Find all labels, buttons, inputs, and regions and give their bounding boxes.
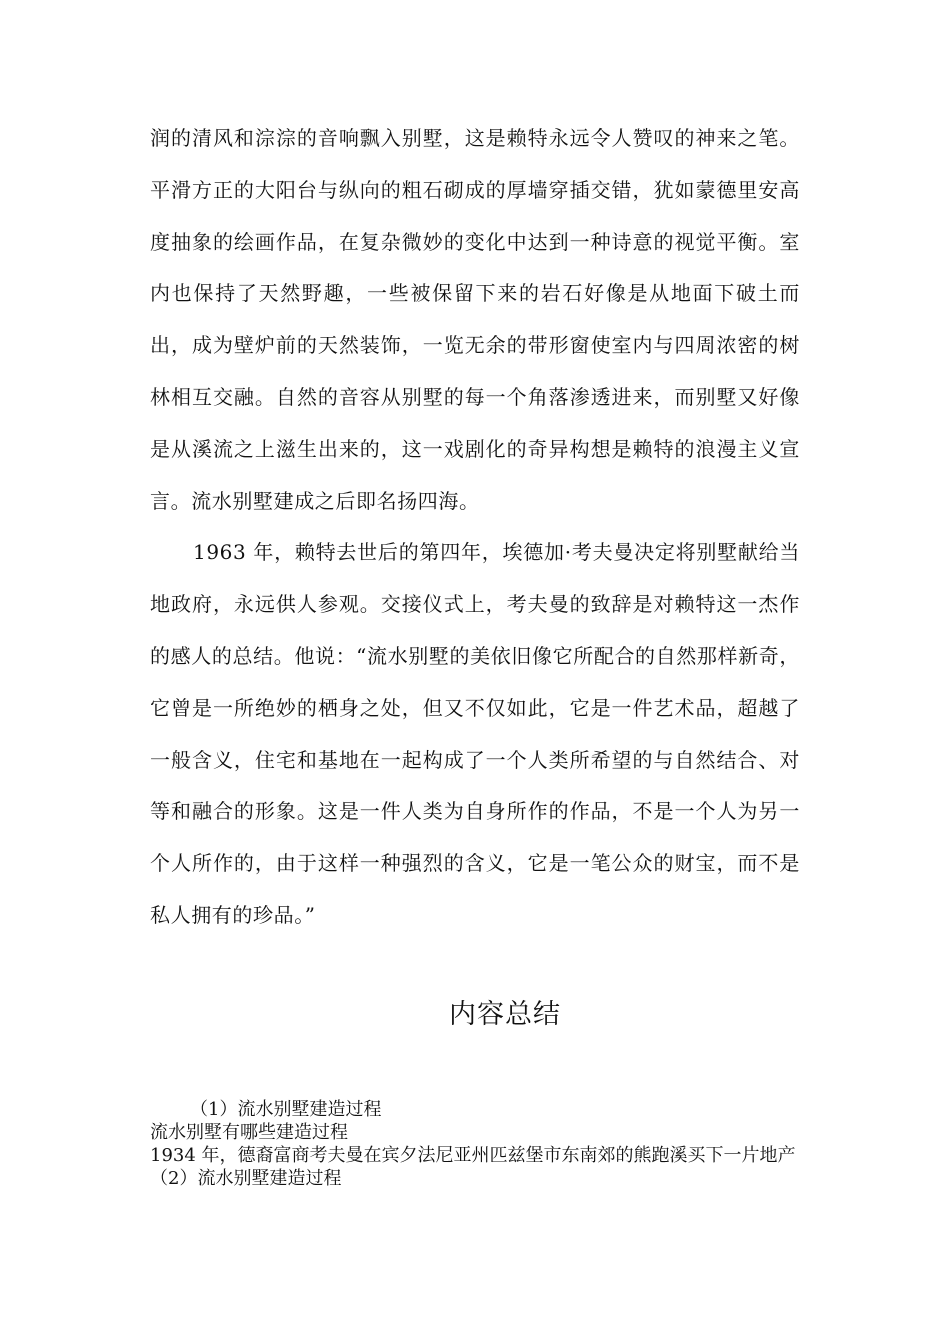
summary-block <box>150 1098 810 1190</box>
paragraph-continuation: 润的清风和淙淙的音响飘入别墅，这是赖特永远令人赞叹的神来之笔。平滑方正的大阳台与纵向的粗石砌成的厚墙穿插交错，犹如蒙德里安高度抽象的绘画作品，在复杂微妙的变化中达到一种诗意的视觉平衡。室内也保持了天然野趣，一些被保留下来的岩石好像是从地面下破土而出，成为壁炉前的天然装饰，一览无余的带形窗使室内与四周浓密的树林相互交融。自然的音容从别墅的每一个角落渗透进来，而别墅又好像是从溪流之上滋生出来的，这一戏剧化的奇异构想是赖特的浪漫主义宣言。流水别墅建成之后即名扬四海。 <box>150 126 800 513</box>
summary-item-1-question: 流水别墅有哪些建造过程 <box>150 1122 348 1143</box>
section-title: 内容总结 <box>449 999 561 1030</box>
summary-item-2-heading: （2）流水别墅建造过程 <box>150 1168 342 1189</box>
summary-item-1-answer: 1934 年，德裔富商考夫曼在宾夕法尼亚州匹兹堡市东南郊的熊跑溪买下一片地产 <box>150 1145 796 1166</box>
summary-item-1-heading: （1）流水别墅建造过程 <box>190 1099 382 1120</box>
body-text <box>150 113 800 942</box>
paragraph-kaufmann-speech: 1963 年，赖特去世后的第四年，埃德加·考夫曼决定将别墅献给当地政府，永远供人参观。交接仪式上，考夫曼的致辞是对赖特这一杰作的感人的总结。他说：“流水别墅的美依旧像它所配合的自然那样新奇，它曾是一所绝妙的栖身之处，但又不仅如此，它是一件艺术品，超越了一般含义，住宅和基地在一起构成了一个人类所希望的与自然结合、对等和融合的形象。这是一件人类为自身所作的作品，不是一个人为另一个人所作的，由于这样一种强烈的含义，它是一笔公众的财宝，而不是私人拥有的珍品。” <box>150 540 800 927</box>
